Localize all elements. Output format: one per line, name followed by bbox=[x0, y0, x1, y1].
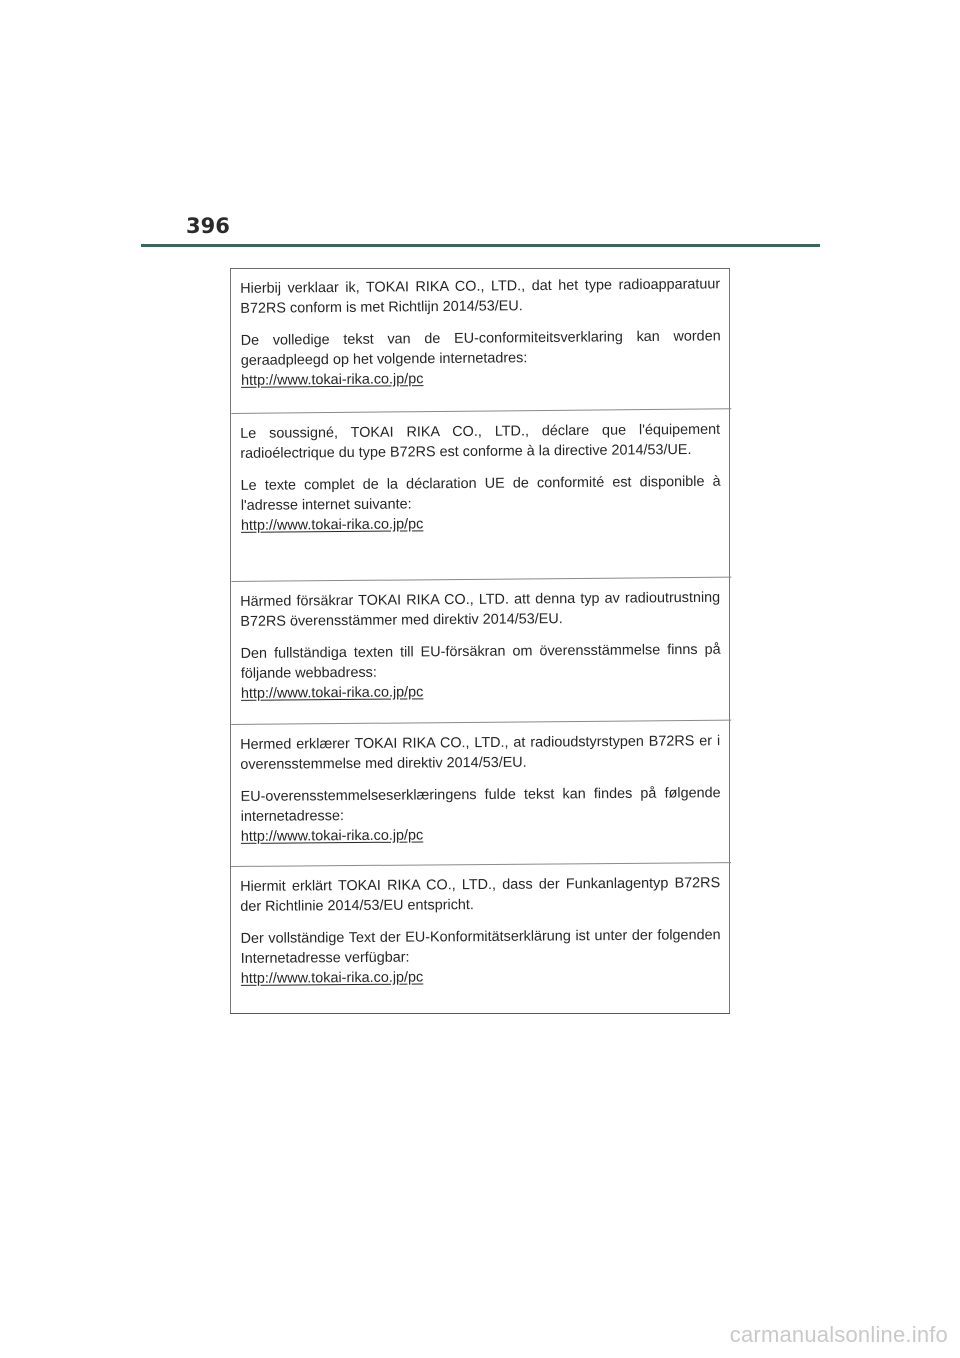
site-watermark: carmanualsonline.info bbox=[729, 1322, 948, 1347]
declaration-link-nl[interactable]: http://www.tokai-rika.co.jp/pc bbox=[240, 371, 424, 389]
declaration-link-fr[interactable]: http://www.tokai-rika.co.jp/pc bbox=[240, 516, 424, 534]
page-number: 396 bbox=[186, 214, 230, 238]
declaration-link-de[interactable]: http://www.tokai-rika.co.jp/pc bbox=[240, 969, 424, 987]
declaration-section-nl bbox=[230, 264, 731, 414]
declaration-section-sv bbox=[230, 578, 731, 725]
declaration-section-de bbox=[230, 863, 731, 1015]
declaration-link-sv[interactable]: http://www.tokai-rika.co.jp/pc bbox=[240, 684, 424, 702]
declaration-full-text-note-de: Der vollständige Text der EU-Konformitätserklärung ist unter der folgenden Internetadresse verfügbar: bbox=[240, 927, 721, 967]
declaration-section-da bbox=[230, 721, 731, 867]
declaration-full-text-note-sv: Den fullständiga texten till EU-försäkran om överensstämmelse finns på följande webbadress: bbox=[240, 641, 721, 682]
declaration-statement-nl: Hierbij verklaar ik, TOKAI RIKA CO., LTD., dat het type radioapparatuur B72RS conform is met Richtlijn 2014/53/EU. bbox=[240, 276, 721, 317]
declaration-box bbox=[230, 268, 730, 1014]
declaration-link-da[interactable]: http://www.tokai-rika.co.jp/pc bbox=[240, 827, 424, 845]
declaration-statement-sv: Härmed försäkrar TOKAI RIKA CO., LTD. att denna typ av radioutrustning B72RS överensstämmer med direktiv 2014/53/EU. bbox=[240, 589, 721, 630]
declaration-full-text-note-da: EU-overensstemmelseserklæringens fulde tekst kan findes på følgende internetadresse: bbox=[240, 785, 721, 825]
declaration-section-fr bbox=[230, 410, 731, 582]
declaration-statement-de: Hiermit erklärt TOKAI RIKA CO., LTD., dass der Funkanlagentyp B72RS der Richtlinie 2014/53/EU entspricht. bbox=[240, 875, 721, 915]
declaration-statement-da: Hermed erklærer TOKAI RIKA CO., LTD., at radioudstyrstypen B72RS er i overensstemmelse med direktiv 2014/53/EU. bbox=[240, 733, 721, 773]
declaration-full-text-note-nl: De volledige tekst van de EU-conformiteitsverklaring kan worden geraadpleegd op het volgende internetadres: bbox=[240, 328, 721, 369]
declaration-statement-fr: Le soussigné, TOKAI RIKA CO., LTD., déclare que l'équipement radioélectrique du type B72RS est conforme à la directive 2014/53/UE. bbox=[240, 421, 721, 462]
declaration-full-text-note-fr: Le texte complet de la déclaration UE de conformité est disponible à l'adresse internet suivante: bbox=[240, 473, 721, 514]
header-rule bbox=[141, 244, 820, 247]
